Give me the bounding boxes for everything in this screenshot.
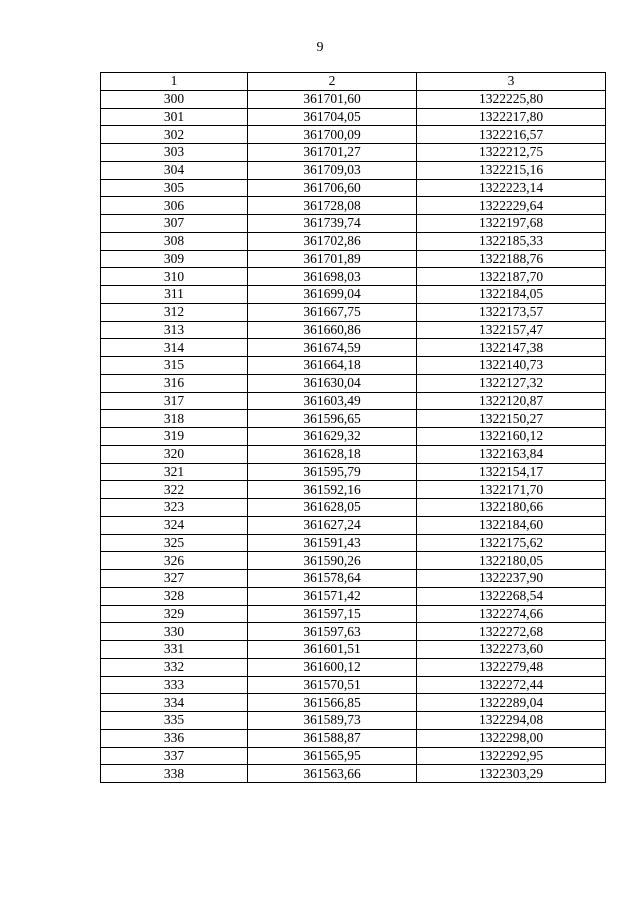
cell-point-number: 326 — [101, 552, 248, 570]
cell-x-coordinate: 361565,95 — [248, 747, 417, 765]
cell-point-number: 327 — [101, 570, 248, 588]
table-row — [101, 303, 606, 321]
cell-point-number: 321 — [101, 463, 248, 481]
cell-y-coordinate: 1322163,84 — [417, 445, 606, 463]
table-row — [101, 516, 606, 534]
cell-x-coordinate: 361563,66 — [248, 765, 417, 783]
cell-point-number: 300 — [101, 90, 248, 108]
cell-y-coordinate: 1322127,32 — [417, 374, 606, 392]
cell-y-coordinate: 1322185,33 — [417, 232, 606, 250]
table-row — [101, 197, 606, 215]
cell-x-coordinate: 361595,79 — [248, 463, 417, 481]
cell-point-number: 323 — [101, 499, 248, 517]
cell-x-coordinate: 361701,27 — [248, 144, 417, 162]
cell-y-coordinate: 1322171,70 — [417, 481, 606, 499]
table-row — [101, 499, 606, 517]
table-row — [101, 374, 606, 392]
column-header-y: 3 — [417, 73, 606, 91]
cell-y-coordinate: 1322120,87 — [417, 392, 606, 410]
table-row — [101, 676, 606, 694]
cell-point-number: 334 — [101, 694, 248, 712]
cell-x-coordinate: 361728,08 — [248, 197, 417, 215]
cell-point-number: 330 — [101, 623, 248, 641]
cell-x-coordinate: 361591,43 — [248, 534, 417, 552]
table-row — [101, 534, 606, 552]
cell-point-number: 313 — [101, 321, 248, 339]
cell-y-coordinate: 1322160,12 — [417, 428, 606, 446]
cell-x-coordinate: 361702,86 — [248, 232, 417, 250]
cell-x-coordinate: 361589,73 — [248, 712, 417, 730]
cell-x-coordinate: 361630,04 — [248, 374, 417, 392]
cell-point-number: 338 — [101, 765, 248, 783]
table-row — [101, 357, 606, 375]
cell-y-coordinate: 1322188,76 — [417, 250, 606, 268]
cell-x-coordinate: 361597,63 — [248, 623, 417, 641]
table-row — [101, 108, 606, 126]
cell-point-number: 329 — [101, 605, 248, 623]
cell-y-coordinate: 1322184,60 — [417, 516, 606, 534]
cell-point-number: 328 — [101, 587, 248, 605]
table-row — [101, 712, 606, 730]
column-header-point: 1 — [101, 73, 248, 91]
cell-point-number: 311 — [101, 286, 248, 304]
cell-point-number: 322 — [101, 481, 248, 499]
table-row — [101, 587, 606, 605]
cell-x-coordinate: 361674,59 — [248, 339, 417, 357]
cell-point-number: 333 — [101, 676, 248, 694]
table-row — [101, 641, 606, 659]
cell-y-coordinate: 1322147,38 — [417, 339, 606, 357]
table-row — [101, 658, 606, 676]
cell-point-number: 304 — [101, 161, 248, 179]
cell-x-coordinate: 361596,65 — [248, 410, 417, 428]
table-row — [101, 694, 606, 712]
cell-y-coordinate: 1322212,75 — [417, 144, 606, 162]
cell-y-coordinate: 1322223,14 — [417, 179, 606, 197]
table-body — [101, 90, 606, 782]
cell-point-number: 307 — [101, 215, 248, 233]
cell-point-number: 302 — [101, 126, 248, 144]
cell-x-coordinate: 361601,51 — [248, 641, 417, 659]
cell-x-coordinate: 361706,60 — [248, 179, 417, 197]
cell-x-coordinate: 361592,16 — [248, 481, 417, 499]
cell-y-coordinate: 1322289,04 — [417, 694, 606, 712]
table-row — [101, 729, 606, 747]
cell-point-number: 312 — [101, 303, 248, 321]
table-row — [101, 232, 606, 250]
cell-y-coordinate: 1322292,95 — [417, 747, 606, 765]
table-row — [101, 605, 606, 623]
cell-y-coordinate: 1322154,17 — [417, 463, 606, 481]
cell-point-number: 317 — [101, 392, 248, 410]
cell-point-number: 314 — [101, 339, 248, 357]
cell-y-coordinate: 1322237,90 — [417, 570, 606, 588]
cell-point-number: 306 — [101, 197, 248, 215]
cell-x-coordinate: 361588,87 — [248, 729, 417, 747]
table-row — [101, 144, 606, 162]
table-row — [101, 765, 606, 783]
cell-x-coordinate: 361664,18 — [248, 357, 417, 375]
cell-point-number: 332 — [101, 658, 248, 676]
table-row — [101, 410, 606, 428]
table-row — [101, 250, 606, 268]
cell-y-coordinate: 1322175,62 — [417, 534, 606, 552]
cell-point-number: 305 — [101, 179, 248, 197]
cell-y-coordinate: 1322140,73 — [417, 357, 606, 375]
cell-y-coordinate: 1322157,47 — [417, 321, 606, 339]
cell-y-coordinate: 1322215,16 — [417, 161, 606, 179]
page-number: 9 — [316, 40, 324, 55]
cell-point-number: 315 — [101, 357, 248, 375]
cell-x-coordinate: 361603,49 — [248, 392, 417, 410]
cell-point-number: 331 — [101, 641, 248, 659]
cell-y-coordinate: 1322274,66 — [417, 605, 606, 623]
table-header-row — [101, 73, 606, 91]
cell-x-coordinate: 361570,51 — [248, 676, 417, 694]
cell-x-coordinate: 361628,05 — [248, 499, 417, 517]
table-row — [101, 161, 606, 179]
table-row — [101, 392, 606, 410]
cell-x-coordinate: 361571,42 — [248, 587, 417, 605]
cell-x-coordinate: 361701,89 — [248, 250, 417, 268]
cell-y-coordinate: 1322229,64 — [417, 197, 606, 215]
cell-point-number: 318 — [101, 410, 248, 428]
table-row — [101, 428, 606, 446]
table-row — [101, 570, 606, 588]
cell-x-coordinate: 361660,86 — [248, 321, 417, 339]
cell-x-coordinate: 361698,03 — [248, 268, 417, 286]
table-row — [101, 445, 606, 463]
table-row — [101, 215, 606, 233]
cell-x-coordinate: 361700,09 — [248, 126, 417, 144]
cell-y-coordinate: 1322180,66 — [417, 499, 606, 517]
cell-point-number: 303 — [101, 144, 248, 162]
cell-y-coordinate: 1322217,80 — [417, 108, 606, 126]
table-row — [101, 552, 606, 570]
cell-x-coordinate: 361600,12 — [248, 658, 417, 676]
cell-y-coordinate: 1322150,27 — [417, 410, 606, 428]
cell-x-coordinate: 361629,32 — [248, 428, 417, 446]
cell-y-coordinate: 1322273,60 — [417, 641, 606, 659]
cell-point-number: 324 — [101, 516, 248, 534]
table-row — [101, 126, 606, 144]
cell-x-coordinate: 361704,05 — [248, 108, 417, 126]
cell-y-coordinate: 1322303,29 — [417, 765, 606, 783]
cell-point-number: 316 — [101, 374, 248, 392]
table-row — [101, 268, 606, 286]
cell-x-coordinate: 361701,60 — [248, 90, 417, 108]
cell-x-coordinate: 361597,15 — [248, 605, 417, 623]
cell-point-number: 301 — [101, 108, 248, 126]
coordinates-table — [100, 72, 606, 783]
cell-y-coordinate: 1322272,44 — [417, 676, 606, 694]
cell-y-coordinate: 1322279,48 — [417, 658, 606, 676]
cell-x-coordinate: 361709,03 — [248, 161, 417, 179]
cell-x-coordinate: 361566,85 — [248, 694, 417, 712]
cell-y-coordinate: 1322298,00 — [417, 729, 606, 747]
cell-x-coordinate: 361590,26 — [248, 552, 417, 570]
cell-y-coordinate: 1322268,54 — [417, 587, 606, 605]
cell-y-coordinate: 1322225,80 — [417, 90, 606, 108]
cell-x-coordinate: 361627,24 — [248, 516, 417, 534]
cell-point-number: 308 — [101, 232, 248, 250]
cell-y-coordinate: 1322197,68 — [417, 215, 606, 233]
cell-y-coordinate: 1322173,57 — [417, 303, 606, 321]
table-row — [101, 321, 606, 339]
table-row — [101, 623, 606, 641]
cell-y-coordinate: 1322187,70 — [417, 268, 606, 286]
cell-y-coordinate: 1322180,05 — [417, 552, 606, 570]
cell-point-number: 319 — [101, 428, 248, 446]
cell-point-number: 337 — [101, 747, 248, 765]
cell-y-coordinate: 1322184,05 — [417, 286, 606, 304]
cell-y-coordinate: 1322294,08 — [417, 712, 606, 730]
cell-x-coordinate: 361628,18 — [248, 445, 417, 463]
table-row — [101, 286, 606, 304]
cell-point-number: 320 — [101, 445, 248, 463]
column-header-x: 2 — [248, 73, 417, 91]
table-row — [101, 339, 606, 357]
cell-point-number: 310 — [101, 268, 248, 286]
table-row — [101, 179, 606, 197]
table-row — [101, 90, 606, 108]
table-row — [101, 481, 606, 499]
cell-x-coordinate: 361699,04 — [248, 286, 417, 304]
table-row — [101, 463, 606, 481]
cell-y-coordinate: 1322272,68 — [417, 623, 606, 641]
cell-point-number: 335 — [101, 712, 248, 730]
table-row — [101, 747, 606, 765]
cell-x-coordinate: 361578,64 — [248, 570, 417, 588]
cell-point-number: 336 — [101, 729, 248, 747]
cell-x-coordinate: 361667,75 — [248, 303, 417, 321]
cell-y-coordinate: 1322216,57 — [417, 126, 606, 144]
cell-point-number: 325 — [101, 534, 248, 552]
cell-point-number: 309 — [101, 250, 248, 268]
cell-x-coordinate: 361739,74 — [248, 215, 417, 233]
